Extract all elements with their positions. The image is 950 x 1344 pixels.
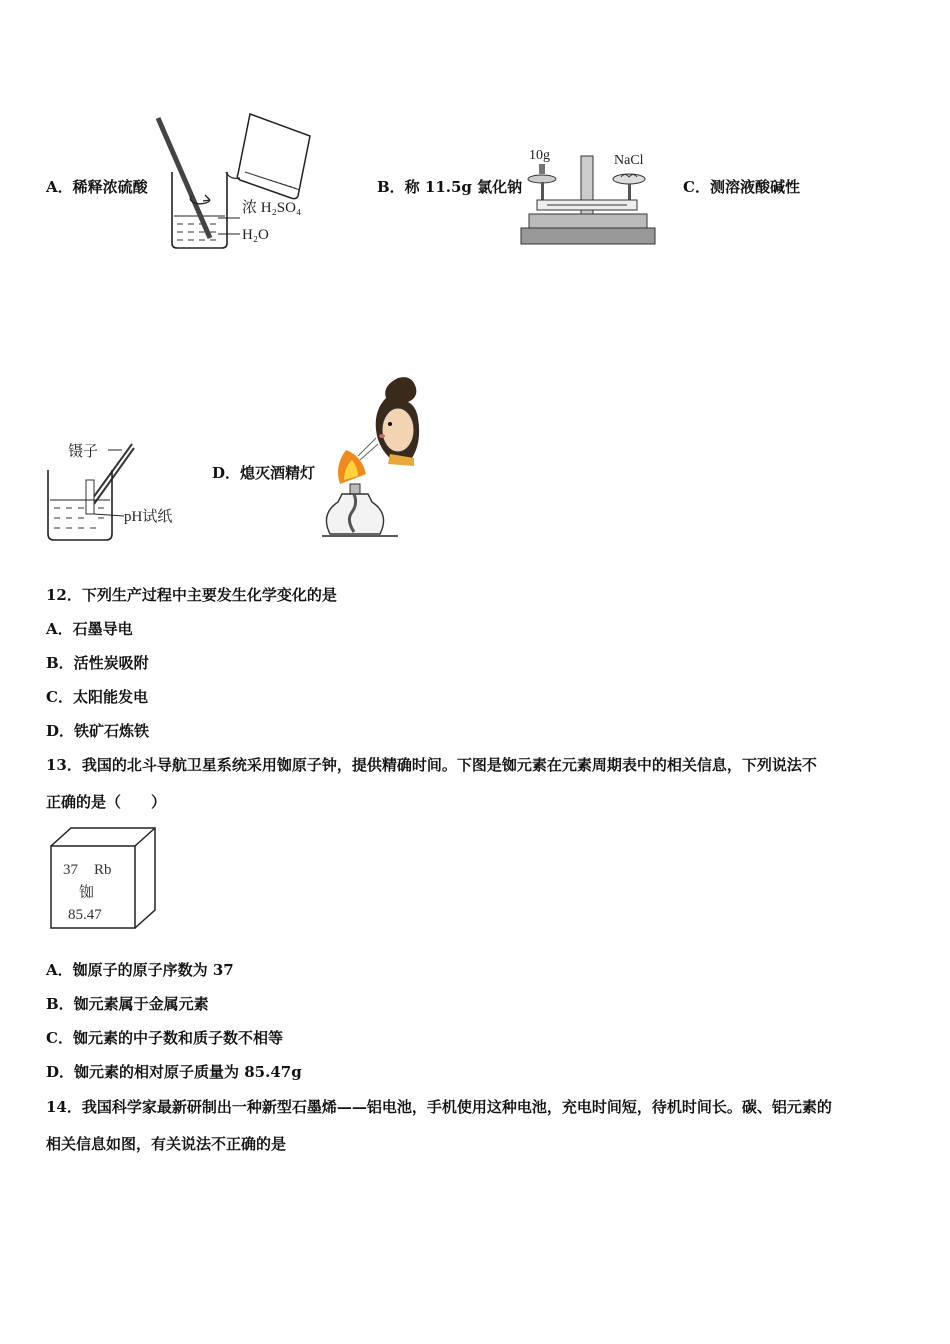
q12-option-b: B．活性炭吸附 bbox=[46, 654, 149, 672]
q11-option-c: C．测溶液酸碱性 bbox=[683, 178, 800, 196]
q11-option-a: A．稀释浓硫酸 bbox=[46, 178, 148, 196]
acid-label: 浓 H₂SO₄ bbox=[242, 200, 302, 216]
ph-paper-label: pH试纸 bbox=[124, 509, 173, 525]
q13-stem-line2: 正确的是（ ） bbox=[46, 793, 167, 811]
q12-option-d: D．铁矿石炼铁 bbox=[46, 722, 150, 740]
figure-balance bbox=[517, 142, 659, 248]
tweezers-label: 镊子 bbox=[68, 444, 99, 460]
q14-stem-line1: 14．我国科学家最新研制出一种新型石墨烯——铝电池，手机使用这种电池，充电时间短，待机时间长。碳、铝元素的 bbox=[46, 1098, 832, 1116]
q13-option-c: C．铷元素的中子数和质子数不相等 bbox=[46, 1029, 283, 1047]
figure-dilute-acid bbox=[150, 108, 330, 253]
element-number: 37 bbox=[63, 862, 78, 878]
q13-option-b: B．铷元素属于金属元素 bbox=[46, 995, 209, 1013]
q11-option-b: B．称 11.5g 氯化钠 bbox=[377, 178, 523, 196]
q12-option-a: A．石墨导电 bbox=[46, 620, 133, 638]
figure-ph-test bbox=[40, 436, 190, 544]
element-mass: 85.47 bbox=[68, 907, 102, 923]
q12-stem: 12．下列生产过程中主要发生化学变化的是 bbox=[46, 586, 337, 604]
q14-stem-line2: 相关信息如图，有关说法不正确的是 bbox=[46, 1135, 287, 1153]
q13-stem-line1: 13．我国的北斗导航卫星系统采用铷原子钟，提供精确时间。下图是铷元素在元素周期表中的相关信息，下列说法不 bbox=[46, 756, 817, 774]
figure-alcohol-lamp bbox=[320, 374, 435, 540]
q12-option-c: C．太阳能发电 bbox=[46, 688, 148, 706]
q13-option-d: D．铷元素的相对原子质量为 85.47g bbox=[46, 1063, 302, 1081]
water-label: H₂O bbox=[242, 227, 269, 243]
q11-option-d: D．熄灭酒精灯 bbox=[212, 464, 316, 482]
salt-label: NaCl bbox=[614, 153, 644, 168]
weight-label: 10g bbox=[529, 148, 550, 163]
q13-option-a: A．铷原子的原子序数为 37 bbox=[46, 961, 234, 979]
element-name: 铷 bbox=[79, 885, 95, 901]
element-card-rubidium bbox=[46, 826, 158, 932]
element-symbol: Rb bbox=[94, 862, 112, 878]
